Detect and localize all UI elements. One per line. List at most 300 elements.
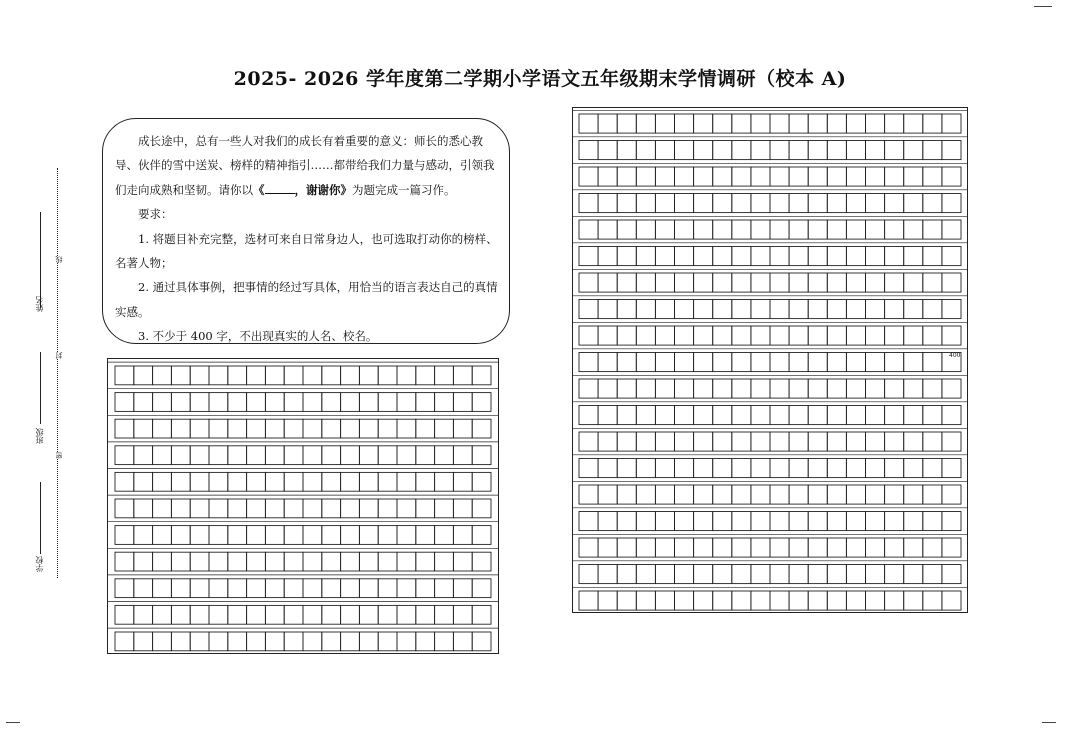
right-grid-cell[interactable]: [846, 141, 865, 160]
right-grid-cell[interactable]: [617, 432, 636, 451]
left-grid-cell[interactable]: [303, 419, 322, 438]
left-grid-cell[interactable]: [472, 552, 491, 571]
right-grid-cell[interactable]: [846, 353, 865, 372]
left-grid-cell[interactable]: [378, 419, 397, 438]
right-grid-cell[interactable]: [904, 512, 923, 531]
right-grid-cell[interactable]: [751, 432, 770, 451]
left-grid-cell[interactable]: [171, 393, 190, 412]
left-grid-cell[interactable]: [171, 632, 190, 651]
right-grid-cell[interactable]: [789, 538, 808, 557]
right-grid-cell[interactable]: [846, 459, 865, 478]
right-grid-cell[interactable]: [846, 194, 865, 213]
right-grid-cell[interactable]: [885, 220, 904, 239]
right-grid-cell[interactable]: [579, 538, 598, 557]
left-grid-cell[interactable]: [453, 446, 472, 465]
left-grid-cell[interactable]: [453, 499, 472, 518]
left-grid-cell[interactable]: [416, 366, 435, 385]
left-grid-cell[interactable]: [265, 579, 284, 598]
right-grid-cell[interactable]: [789, 432, 808, 451]
left-grid-cell[interactable]: [435, 579, 454, 598]
right-grid-cell[interactable]: [904, 167, 923, 186]
left-grid-cell[interactable]: [134, 579, 153, 598]
right-grid-cell[interactable]: [732, 273, 751, 292]
right-grid-cell[interactable]: [751, 300, 770, 319]
right-grid-cell[interactable]: [732, 538, 751, 557]
left-grid-cell[interactable]: [228, 552, 247, 571]
right-grid-cell[interactable]: [885, 247, 904, 266]
right-grid-cell[interactable]: [942, 114, 961, 133]
right-grid-cell[interactable]: [827, 273, 846, 292]
right-grid-cell[interactable]: [675, 353, 694, 372]
right-grid-cell[interactable]: [655, 300, 674, 319]
right-grid-cell[interactable]: [789, 194, 808, 213]
right-grid-cell[interactable]: [827, 326, 846, 345]
left-grid-cell[interactable]: [341, 446, 360, 465]
left-grid-cell[interactable]: [322, 499, 341, 518]
right-grid-cell[interactable]: [713, 512, 732, 531]
right-grid-cell[interactable]: [694, 406, 713, 425]
left-grid-cell[interactable]: [378, 499, 397, 518]
right-grid-cell[interactable]: [866, 379, 885, 398]
right-grid-cell[interactable]: [732, 565, 751, 584]
left-grid-cell[interactable]: [265, 446, 284, 465]
left-grid-cell[interactable]: [303, 526, 322, 545]
right-grid-cell[interactable]: [770, 432, 789, 451]
right-grid-cell[interactable]: [866, 406, 885, 425]
left-grid-cell[interactable]: [435, 499, 454, 518]
right-grid-cell[interactable]: [598, 485, 617, 504]
left-grid-cell[interactable]: [378, 446, 397, 465]
left-grid-cell[interactable]: [435, 366, 454, 385]
left-grid-cell[interactable]: [303, 393, 322, 412]
right-grid-cell[interactable]: [866, 459, 885, 478]
right-grid-cell[interactable]: [789, 565, 808, 584]
right-grid-cell[interactable]: [885, 565, 904, 584]
left-grid-cell[interactable]: [472, 579, 491, 598]
right-grid-cell[interactable]: [770, 512, 789, 531]
right-grid-cell[interactable]: [713, 406, 732, 425]
left-grid-cell[interactable]: [115, 605, 134, 624]
right-grid-cell[interactable]: [885, 406, 904, 425]
right-grid-cell[interactable]: [751, 512, 770, 531]
right-grid-cell[interactable]: [732, 406, 751, 425]
left-grid-cell[interactable]: [153, 366, 172, 385]
left-grid-cell[interactable]: [134, 393, 153, 412]
left-grid-cell[interactable]: [115, 632, 134, 651]
right-grid-cell[interactable]: [866, 300, 885, 319]
right-grid-cell[interactable]: [866, 512, 885, 531]
left-grid-cell[interactable]: [247, 526, 266, 545]
right-grid-cell[interactable]: [770, 565, 789, 584]
left-grid-cell[interactable]: [416, 393, 435, 412]
left-grid-cell[interactable]: [153, 579, 172, 598]
right-grid-cell[interactable]: [923, 326, 942, 345]
right-grid-cell[interactable]: [846, 538, 865, 557]
right-grid-cell[interactable]: [808, 538, 827, 557]
right-grid-cell[interactable]: [904, 432, 923, 451]
right-grid-cell[interactable]: [751, 220, 770, 239]
right-grid-cell[interactable]: [636, 379, 655, 398]
left-grid-cell[interactable]: [416, 446, 435, 465]
left-grid-cell[interactable]: [265, 366, 284, 385]
right-grid-cell[interactable]: [617, 141, 636, 160]
right-grid-cell[interactable]: [694, 591, 713, 610]
left-grid-cell[interactable]: [209, 419, 228, 438]
right-grid-cell[interactable]: [885, 432, 904, 451]
left-grid-cell[interactable]: [284, 366, 303, 385]
left-grid-cell[interactable]: [472, 419, 491, 438]
right-grid-cell[interactable]: [789, 353, 808, 372]
left-grid-cell[interactable]: [378, 632, 397, 651]
left-grid-cell[interactable]: [322, 446, 341, 465]
left-grid-cell[interactable]: [397, 605, 416, 624]
right-grid-cell[interactable]: [732, 353, 751, 372]
right-grid-cell[interactable]: [846, 273, 865, 292]
right-grid-cell[interactable]: [732, 141, 751, 160]
right-grid-cell[interactable]: [904, 459, 923, 478]
right-grid-cell[interactable]: [885, 167, 904, 186]
right-grid-cell[interactable]: [579, 326, 598, 345]
right-grid-cell[interactable]: [942, 485, 961, 504]
right-grid-cell[interactable]: [827, 194, 846, 213]
left-grid-cell[interactable]: [341, 632, 360, 651]
right-grid-cell[interactable]: [923, 194, 942, 213]
right-grid-cell[interactable]: [942, 167, 961, 186]
left-grid-cell[interactable]: [228, 499, 247, 518]
right-grid-cell[interactable]: [904, 194, 923, 213]
left-grid-cell[interactable]: [247, 552, 266, 571]
left-grid-cell[interactable]: [397, 366, 416, 385]
left-grid-cell[interactable]: [153, 632, 172, 651]
left-grid-cell[interactable]: [190, 526, 209, 545]
left-grid-cell[interactable]: [359, 393, 378, 412]
right-grid-cell[interactable]: [942, 591, 961, 610]
right-grid-cell[interactable]: [617, 114, 636, 133]
right-grid-cell[interactable]: [827, 432, 846, 451]
right-grid-cell[interactable]: [846, 591, 865, 610]
right-grid-cell[interactable]: [885, 300, 904, 319]
left-grid-cell[interactable]: [171, 472, 190, 491]
left-grid-cell[interactable]: [134, 446, 153, 465]
left-grid-cell[interactable]: [209, 526, 228, 545]
right-grid-cell[interactable]: [598, 220, 617, 239]
right-grid-cell[interactable]: [655, 167, 674, 186]
right-grid-cell[interactable]: [675, 326, 694, 345]
right-grid-cell[interactable]: [617, 538, 636, 557]
left-grid-cell[interactable]: [397, 446, 416, 465]
left-grid-cell[interactable]: [472, 393, 491, 412]
right-grid-cell[interactable]: [751, 273, 770, 292]
left-grid-cell[interactable]: [153, 526, 172, 545]
right-grid-cell[interactable]: [598, 273, 617, 292]
left-grid-cell[interactable]: [153, 393, 172, 412]
left-grid-cell[interactable]: [228, 526, 247, 545]
left-grid-cell[interactable]: [416, 552, 435, 571]
left-grid-cell[interactable]: [284, 472, 303, 491]
right-grid-cell[interactable]: [904, 326, 923, 345]
right-grid-cell[interactable]: [866, 273, 885, 292]
right-grid-cell[interactable]: [885, 326, 904, 345]
left-grid-cell[interactable]: [472, 472, 491, 491]
right-grid-cell[interactable]: [694, 379, 713, 398]
left-grid-cell[interactable]: [397, 393, 416, 412]
left-grid-cell[interactable]: [359, 366, 378, 385]
right-grid-cell[interactable]: [636, 194, 655, 213]
right-grid-cell[interactable]: [636, 565, 655, 584]
right-grid-cell[interactable]: [789, 273, 808, 292]
left-grid-cell[interactable]: [416, 579, 435, 598]
right-grid-cell[interactable]: [808, 459, 827, 478]
left-grid-cell[interactable]: [435, 605, 454, 624]
right-grid-cell[interactable]: [732, 432, 751, 451]
right-grid-cell[interactable]: [866, 538, 885, 557]
right-grid-cell[interactable]: [923, 141, 942, 160]
right-grid-cell[interactable]: [808, 300, 827, 319]
right-grid-cell[interactable]: [732, 247, 751, 266]
right-grid-cell[interactable]: [598, 114, 617, 133]
right-grid-cell[interactable]: [827, 300, 846, 319]
right-grid-cell[interactable]: [732, 114, 751, 133]
right-grid-cell[interactable]: [617, 459, 636, 478]
right-grid-cell[interactable]: [923, 379, 942, 398]
right-grid-cell[interactable]: [866, 220, 885, 239]
right-grid-cell[interactable]: [942, 432, 961, 451]
left-grid-cell[interactable]: [303, 499, 322, 518]
left-grid-cell[interactable]: [284, 605, 303, 624]
right-grid-cell[interactable]: [655, 141, 674, 160]
right-grid-cell[interactable]: [770, 353, 789, 372]
right-grid-cell[interactable]: [770, 114, 789, 133]
left-grid-cell[interactable]: [265, 632, 284, 651]
right-grid-cell[interactable]: [827, 141, 846, 160]
left-grid-cell[interactable]: [171, 446, 190, 465]
right-grid-cell[interactable]: [713, 300, 732, 319]
right-grid-cell[interactable]: [713, 247, 732, 266]
right-grid-cell[interactable]: [789, 326, 808, 345]
right-grid-cell[interactable]: [942, 538, 961, 557]
right-grid-cell[interactable]: [808, 591, 827, 610]
left-grid-cell[interactable]: [134, 472, 153, 491]
right-grid-cell[interactable]: [770, 591, 789, 610]
right-grid-cell[interactable]: [751, 167, 770, 186]
right-grid-cell[interactable]: [713, 432, 732, 451]
left-grid-cell[interactable]: [209, 605, 228, 624]
left-grid-cell[interactable]: [359, 552, 378, 571]
left-grid-cell[interactable]: [341, 393, 360, 412]
right-grid-cell[interactable]: [617, 485, 636, 504]
right-grid-cell[interactable]: [923, 300, 942, 319]
right-grid-cell[interactable]: [808, 485, 827, 504]
left-grid-cell[interactable]: [435, 632, 454, 651]
right-grid-cell[interactable]: [732, 459, 751, 478]
right-grid-cell[interactable]: [617, 591, 636, 610]
right-grid-cell[interactable]: [770, 459, 789, 478]
right-grid-cell[interactable]: [636, 353, 655, 372]
right-grid-cell[interactable]: [942, 379, 961, 398]
right-grid-cell[interactable]: [636, 220, 655, 239]
right-grid-cell[interactable]: [598, 538, 617, 557]
right-grid-cell[interactable]: [655, 565, 674, 584]
left-grid-cell[interactable]: [341, 499, 360, 518]
right-grid-cell[interactable]: [866, 247, 885, 266]
right-grid-cell[interactable]: [866, 326, 885, 345]
left-grid-cell[interactable]: [284, 419, 303, 438]
left-grid-cell[interactable]: [397, 526, 416, 545]
left-grid-cell[interactable]: [247, 393, 266, 412]
left-grid-cell[interactable]: [190, 579, 209, 598]
left-grid-cell[interactable]: [453, 419, 472, 438]
left-grid-cell[interactable]: [472, 366, 491, 385]
right-grid-cell[interactable]: [636, 326, 655, 345]
right-grid-cell[interactable]: [751, 247, 770, 266]
left-grid-cell[interactable]: [472, 605, 491, 624]
right-grid-cell[interactable]: [675, 167, 694, 186]
right-grid-cell[interactable]: [866, 565, 885, 584]
right-grid-cell[interactable]: [675, 273, 694, 292]
right-grid-cell[interactable]: [713, 565, 732, 584]
left-grid-cell[interactable]: [378, 579, 397, 598]
right-grid-cell[interactable]: [827, 220, 846, 239]
right-grid-cell[interactable]: [636, 459, 655, 478]
right-grid-cell[interactable]: [846, 432, 865, 451]
right-grid-cell[interactable]: [808, 512, 827, 531]
right-grid-cell[interactable]: [923, 459, 942, 478]
right-grid-cell[interactable]: [579, 432, 598, 451]
right-grid-cell[interactable]: [923, 220, 942, 239]
left-grid-cell[interactable]: [359, 446, 378, 465]
left-grid-cell[interactable]: [190, 552, 209, 571]
right-grid-cell[interactable]: [636, 167, 655, 186]
left-grid-cell[interactable]: [228, 472, 247, 491]
left-grid-cell[interactable]: [303, 446, 322, 465]
right-grid-cell[interactable]: [808, 273, 827, 292]
right-grid-cell[interactable]: [923, 565, 942, 584]
right-grid-cell[interactable]: [617, 220, 636, 239]
right-grid-cell[interactable]: [617, 406, 636, 425]
right-grid-cell[interactable]: [827, 512, 846, 531]
left-grid-cell[interactable]: [247, 446, 266, 465]
left-grid-cell[interactable]: [397, 472, 416, 491]
left-grid-cell[interactable]: [247, 605, 266, 624]
left-grid-cell[interactable]: [435, 446, 454, 465]
right-grid-cell[interactable]: [694, 485, 713, 504]
right-grid-cell[interactable]: [770, 220, 789, 239]
left-grid-cell[interactable]: [359, 526, 378, 545]
right-grid-cell[interactable]: [732, 485, 751, 504]
right-grid-cell[interactable]: [675, 220, 694, 239]
right-grid-cell[interactable]: [598, 406, 617, 425]
right-grid-cell[interactable]: [866, 353, 885, 372]
right-grid-cell[interactable]: [770, 379, 789, 398]
right-grid-cell[interactable]: [713, 220, 732, 239]
right-grid-cell[interactable]: [617, 565, 636, 584]
right-grid-cell[interactable]: [885, 194, 904, 213]
left-grid-cell[interactable]: [453, 472, 472, 491]
right-grid-cell[interactable]: [713, 353, 732, 372]
right-grid-cell[interactable]: [579, 167, 598, 186]
left-grid-cell[interactable]: [284, 393, 303, 412]
right-grid-cell[interactable]: [675, 379, 694, 398]
left-grid-cell[interactable]: [397, 579, 416, 598]
right-grid-cell[interactable]: [827, 591, 846, 610]
left-grid-cell[interactable]: [303, 632, 322, 651]
right-grid-cell[interactable]: [675, 485, 694, 504]
left-grid-cell[interactable]: [115, 579, 134, 598]
right-grid-cell[interactable]: [923, 114, 942, 133]
right-grid-cell[interactable]: [846, 167, 865, 186]
right-grid-cell[interactable]: [579, 220, 598, 239]
right-grid-cell[interactable]: [942, 273, 961, 292]
right-grid-cell[interactable]: [885, 485, 904, 504]
left-grid-cell[interactable]: [453, 552, 472, 571]
right-grid-cell[interactable]: [770, 141, 789, 160]
right-grid-cell[interactable]: [694, 300, 713, 319]
right-grid-cell[interactable]: [617, 353, 636, 372]
right-grid-cell[interactable]: [904, 406, 923, 425]
right-grid-cell[interactable]: [694, 167, 713, 186]
right-grid-cell[interactable]: [713, 326, 732, 345]
right-grid-cell[interactable]: [846, 379, 865, 398]
right-grid-cell[interactable]: [846, 512, 865, 531]
right-grid-cell[interactable]: [846, 485, 865, 504]
left-grid-cell[interactable]: [247, 632, 266, 651]
left-grid-cell[interactable]: [453, 393, 472, 412]
left-grid-cell[interactable]: [322, 632, 341, 651]
left-grid-cell[interactable]: [397, 552, 416, 571]
right-grid-cell[interactable]: [827, 247, 846, 266]
left-grid-cell[interactable]: [472, 446, 491, 465]
right-grid-cell[interactable]: [713, 194, 732, 213]
right-grid-cell[interactable]: [885, 591, 904, 610]
left-grid-cell[interactable]: [416, 499, 435, 518]
right-grid-cell[interactable]: [636, 591, 655, 610]
right-grid-cell[interactable]: [598, 141, 617, 160]
right-grid-cell[interactable]: [675, 247, 694, 266]
left-grid-cell[interactable]: [303, 552, 322, 571]
left-grid-cell[interactable]: [228, 366, 247, 385]
right-grid-cell[interactable]: [827, 379, 846, 398]
right-grid-cell[interactable]: [751, 326, 770, 345]
right-grid-cell[interactable]: [885, 512, 904, 531]
left-grid-cell[interactable]: [190, 472, 209, 491]
right-grid-cell[interactable]: [636, 300, 655, 319]
left-grid-cell[interactable]: [171, 552, 190, 571]
left-grid-cell[interactable]: [341, 366, 360, 385]
right-grid-cell[interactable]: [770, 326, 789, 345]
right-grid-cell[interactable]: [904, 591, 923, 610]
right-grid-cell[interactable]: [770, 247, 789, 266]
right-grid-cell[interactable]: [866, 167, 885, 186]
left-grid-cell[interactable]: [378, 552, 397, 571]
left-grid-cell[interactable]: [265, 393, 284, 412]
left-grid-cell[interactable]: [171, 605, 190, 624]
right-grid-cell[interactable]: [942, 141, 961, 160]
left-grid-cell[interactable]: [341, 552, 360, 571]
right-grid-cell[interactable]: [655, 512, 674, 531]
left-grid-cell[interactable]: [247, 579, 266, 598]
right-grid-cell[interactable]: [846, 326, 865, 345]
right-grid-cell[interactable]: [866, 194, 885, 213]
right-grid-cell[interactable]: [617, 167, 636, 186]
right-grid-cell[interactable]: [770, 538, 789, 557]
right-grid-cell[interactable]: [636, 512, 655, 531]
right-grid-cell[interactable]: [617, 247, 636, 266]
right-grid-cell[interactable]: [885, 141, 904, 160]
left-grid-cell[interactable]: [416, 632, 435, 651]
right-grid-cell[interactable]: [579, 565, 598, 584]
left-grid-cell[interactable]: [416, 526, 435, 545]
right-grid-cell[interactable]: [923, 538, 942, 557]
